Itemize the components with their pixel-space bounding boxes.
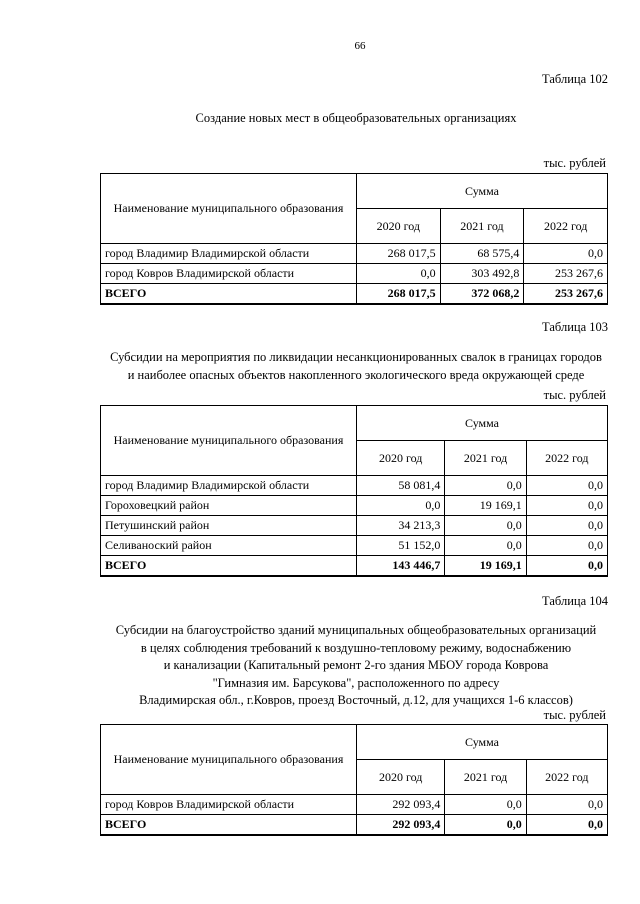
year-header: 2022 год xyxy=(524,209,608,244)
table-title xyxy=(96,349,616,384)
unit-label: тыс. рублей xyxy=(543,388,606,402)
row-value: 0,0 xyxy=(524,244,608,264)
row-value: 0,0 xyxy=(526,795,607,815)
row-value: 51 152,0 xyxy=(357,536,445,556)
title-line: Создание новых мест в общеобразовательных организациях xyxy=(195,111,517,125)
total-value: 253 267,6 xyxy=(524,284,608,304)
total-value: 292 093,4 xyxy=(357,815,445,835)
title-line: Владимирская обл., г.Ковров, проезд Восточный, д.12, для учащихся 1-6 классов) xyxy=(139,693,573,707)
row-name: город Владимир Владимирской области xyxy=(101,476,357,496)
header-name-cell: Наименование муниципального образования xyxy=(101,174,357,244)
year-header: 2020 год xyxy=(357,760,445,795)
title-line: в целях соблюдения требований к воздушно-тепловому режиму, водоснабжению xyxy=(140,640,572,655)
table-row xyxy=(101,264,608,284)
year-header: 2021 год xyxy=(445,441,526,476)
page-number: 66 xyxy=(354,40,366,52)
row-value: 268 017,5 xyxy=(357,244,441,264)
table-row xyxy=(101,795,608,815)
data-table xyxy=(100,173,608,305)
row-name: город Ковров Владимирской области xyxy=(101,264,357,284)
header-sum-cell: Сумма xyxy=(357,174,608,209)
data-table xyxy=(100,724,608,836)
title-line: "Гимназия им. Барсукова", расположенного по адресу xyxy=(212,675,500,690)
header-sum-cell: Сумма xyxy=(357,406,608,441)
table-number: Таблица 104 xyxy=(542,594,608,608)
row-value: 0,0 xyxy=(357,264,441,284)
unit-label: тыс. рублей xyxy=(543,708,606,722)
header-sum-cell: Сумма xyxy=(357,725,608,760)
header-name-cell: Наименование муниципального образования xyxy=(101,725,357,795)
table-row xyxy=(101,536,608,556)
table-row xyxy=(101,476,608,496)
table-number: Таблица 103 xyxy=(542,320,608,334)
total-label: ВСЕГО xyxy=(101,815,357,835)
row-value: 292 093,4 xyxy=(357,795,445,815)
header-name-cell: Наименование муниципального образования xyxy=(101,406,357,476)
total-label: ВСЕГО xyxy=(101,284,357,304)
row-value: 0,0 xyxy=(357,496,445,516)
total-row xyxy=(101,284,608,304)
table-row xyxy=(101,496,608,516)
year-header: 2021 год xyxy=(445,760,526,795)
table-row xyxy=(101,516,608,536)
row-name: Петушинский район xyxy=(101,516,357,536)
row-name: Селиваноский район xyxy=(101,536,357,556)
row-name: Гороховецкий район xyxy=(101,496,357,516)
total-value: 0,0 xyxy=(526,556,607,576)
row-value: 0,0 xyxy=(526,516,607,536)
year-header: 2022 год xyxy=(526,760,607,795)
row-name: город Владимир Владимирской области xyxy=(101,244,357,264)
row-value: 34 213,3 xyxy=(357,516,445,536)
row-value: 68 575,4 xyxy=(440,244,524,264)
row-value: 0,0 xyxy=(526,476,607,496)
data-table xyxy=(100,405,608,577)
title-line: и наиболее опасных объектов накопленного экологического вреда окружающей среде xyxy=(127,367,585,382)
total-row xyxy=(101,815,608,835)
table-title xyxy=(96,622,616,710)
total-value: 0,0 xyxy=(526,815,607,835)
total-label: ВСЕГО xyxy=(101,556,357,576)
row-value: 0,0 xyxy=(445,476,526,496)
row-value: 0,0 xyxy=(445,795,526,815)
year-header: 2022 год xyxy=(526,441,607,476)
total-value: 0,0 xyxy=(445,815,526,835)
total-row xyxy=(101,556,608,576)
row-value: 253 267,6 xyxy=(524,264,608,284)
row-value: 0,0 xyxy=(445,516,526,536)
total-value: 143 446,7 xyxy=(357,556,445,576)
header-row xyxy=(101,725,608,760)
row-value: 0,0 xyxy=(526,536,607,556)
header-row xyxy=(101,406,608,441)
header-row xyxy=(101,174,608,209)
row-value: 0,0 xyxy=(445,536,526,556)
total-value: 19 169,1 xyxy=(445,556,526,576)
year-header: 2021 год xyxy=(440,209,524,244)
year-header: 2020 год xyxy=(357,209,441,244)
row-value: 19 169,1 xyxy=(445,496,526,516)
row-name: город Ковров Владимирской области xyxy=(101,795,357,815)
unit-label: тыс. рублей xyxy=(543,156,606,170)
year-header: 2020 год xyxy=(357,441,445,476)
table-row xyxy=(101,244,608,264)
table-number: Таблица 102 xyxy=(542,72,608,86)
row-value: 303 492,8 xyxy=(440,264,524,284)
total-value: 268 017,5 xyxy=(357,284,441,304)
title-line: и канализации (Капитальный ремонт 2-го здания МБОУ города Коврова xyxy=(163,658,549,672)
row-value: 0,0 xyxy=(526,496,607,516)
title-line: Субсидии на мероприятия по ликвидации несанкционированных свалок в границах городов xyxy=(110,350,602,364)
table-title xyxy=(96,110,616,128)
row-value: 58 081,4 xyxy=(357,476,445,496)
total-value: 372 068,2 xyxy=(440,284,524,304)
title-line: Субсидии на благоустройство зданий муниципальных общеобразовательных организаций xyxy=(115,623,597,637)
